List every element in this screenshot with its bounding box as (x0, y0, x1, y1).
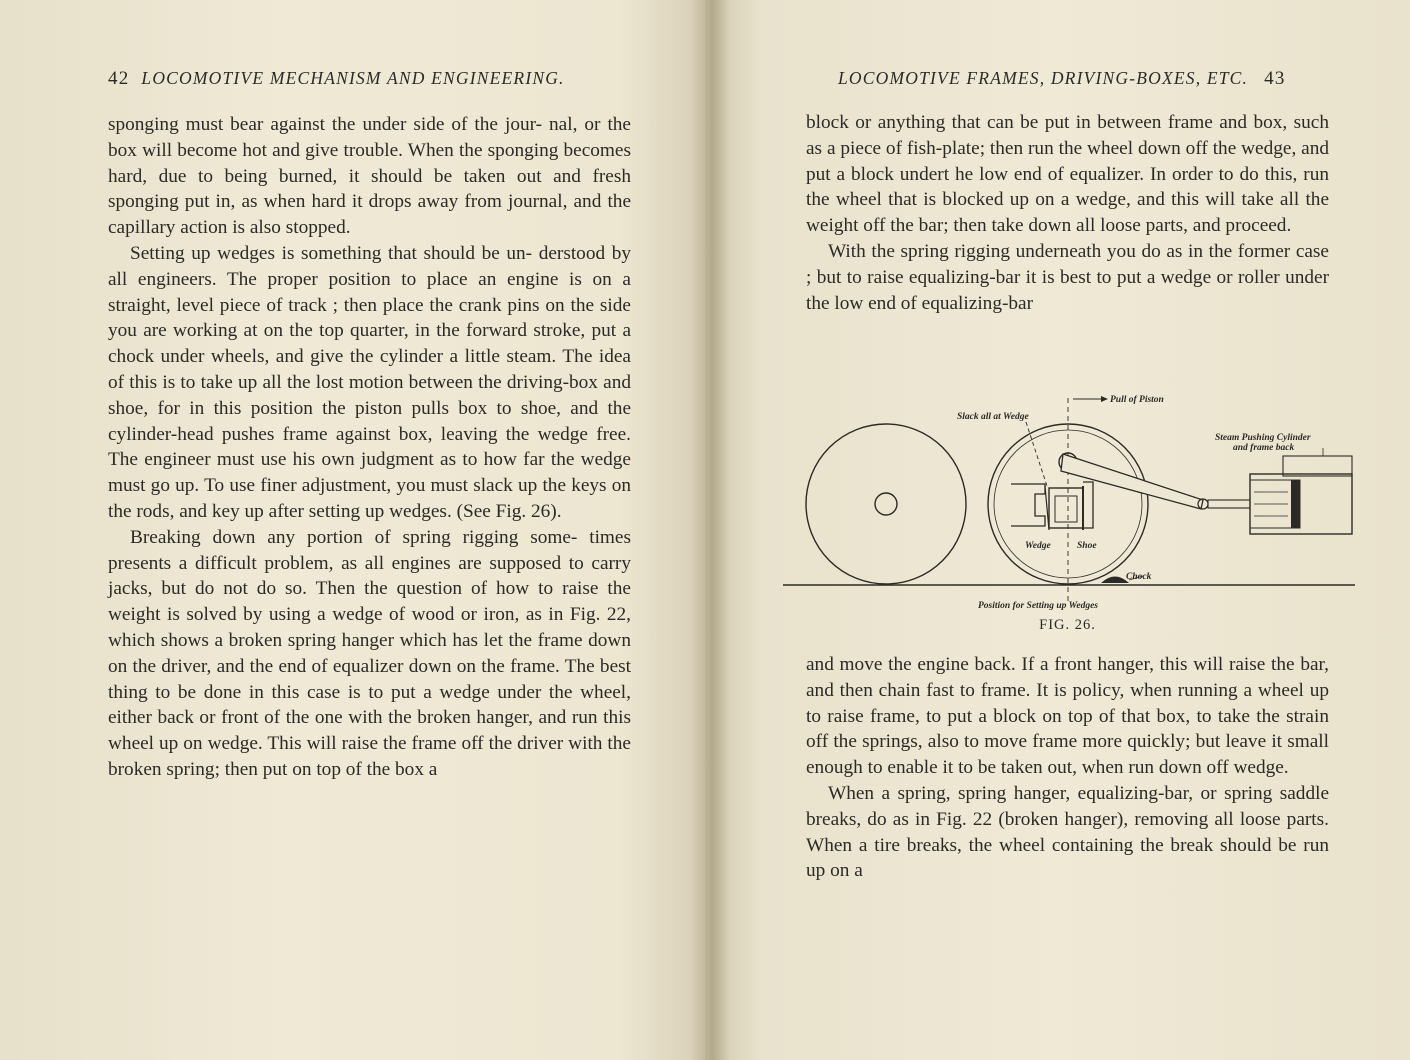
frame-jaw-back (1083, 482, 1093, 528)
right-page (705, 0, 1410, 1060)
figure-26-drawing (783, 386, 1355, 614)
paragraph: Setting up wedges is something that should be un- derstood by all engineers. The proper position to place an engine is on a straight, level piece of track ; then place the crank pins on the side you are working at on the top quarter, in the forward stroke, put a chock under wheels, and give the cylinder a little steam. The idea of this is to take up all the lost motion between the driving-box and shoe, for in this position the piston pulls box to shoe, and the cylinder-head pushes frame against box, leaving the wedge free. The engineer must use his own judgment as to how far the wedge must go up. To use finer adjustment, you must slack up the keys on the rods, and key up after setting up wedges. (See Fig. 26). (108, 242, 631, 522)
figure-26 (783, 386, 1355, 614)
label-shoe: Shoe (1077, 541, 1097, 551)
label-chock: Chock (1126, 572, 1152, 582)
paragraph: and move the engine back. If a front hanger, this will raise the bar, and then chain fast to frame. It is policy, when running a wheel up to raise frame, to put a block on top of that box, to take the strain off the springs, also to move frame more quickly; but leave it small enough to enable it to be taken out, when run down off wedge. (806, 654, 1329, 779)
paragraph: sponging must bear against the under side of the jour- nal, or the box will become hot and give trouble. When the sponging becomes hard, due to being burned, it should be taken out and fresh sponging put in, as when hard it drops away from journal, and the capillary action is also stopped. (108, 114, 631, 239)
label-pull-of-piston: Pull of Piston (1110, 395, 1164, 405)
figure-caption: FIG. 26. (1039, 617, 1096, 633)
right-body-text-top (806, 110, 1329, 316)
paragraph: When a spring, spring hanger, equalizing-bar, or spring saddle breaks, do as in Fig. 22 (broken hanger), removing all loose parts. When a tire breaks, the wheel containing the break should be run up on a (806, 782, 1329, 882)
piston-rod (1208, 500, 1250, 508)
label-slack-all-at-wedge: Slack all at Wedge (957, 412, 1029, 422)
steam-chest (1283, 456, 1352, 476)
left-running-title: LOCOMOTIVE MECHANISM AND ENGINEERING. (141, 68, 565, 88)
right-body-text-bottom (806, 652, 1329, 884)
paragraph: With the spring rigging underneath you do as in the former case ; but to raise equalizing-bar it is best to put a wedge or roller under the low end of equalizing-bar (806, 240, 1329, 314)
right-running-head (838, 68, 1286, 90)
front-wheel (806, 424, 966, 584)
front-axle (875, 493, 897, 515)
label-and-frame-back: and frame back (1233, 443, 1295, 453)
pull-arrowhead (1101, 396, 1108, 402)
paragraph: Breaking down any portion of spring rigging some- times presents a difficult problem, as all engines are supposed to carry jacks, but do not do so. Then the question of how to raise the weight is solved by using a wedge of wood or iron, as in Fig. 22, which shows a broken spring hanger which has let the frame down on the driver, and the end of equalizer down on the frame. The best thing to be done in this case is to put a wedge under the wheel, either back or front of the one with the broken hanger, and run this wheel up on wedge. This will raise the frame off the driver with the broken spring; then put on top of the box a (108, 526, 631, 780)
book-gutter (690, 0, 730, 1060)
paragraph: block or anything that can be put in between frame and box, such as a piece of fish-plate; then run the wheel down off the wedge, and put a block undert he low end of equalizer. In order to do this, run the wheel that is blocked up on a wedge, and this will take all the weight off the bar; then take down all loose parts, and proceed. (806, 112, 1329, 237)
label-wedge: Wedge (1025, 541, 1051, 551)
label-position: Position for Setting up Wedges (978, 601, 1098, 611)
left-running-head (108, 68, 565, 90)
left-page-number: 42 (108, 68, 130, 89)
piston-head (1291, 480, 1300, 528)
slack-pointer (1026, 422, 1047, 486)
frame-jaw (1011, 484, 1045, 526)
journal (1055, 496, 1077, 522)
label-steam-pushing: Steam Pushing Cylinder (1215, 433, 1311, 443)
right-page-number: 43 (1264, 68, 1286, 89)
chock-block (1101, 577, 1129, 584)
right-running-title: LOCOMOTIVE FRAMES, DRIVING-BOXES, ETC. (838, 68, 1249, 88)
left-body-text (108, 112, 631, 783)
